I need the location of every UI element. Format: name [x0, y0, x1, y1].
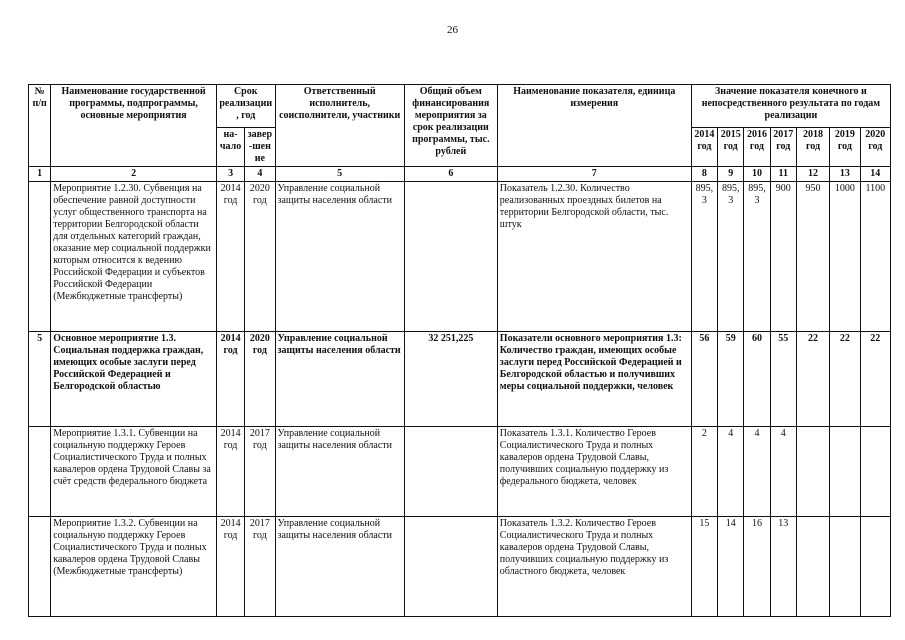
row-value: 13: [770, 517, 796, 617]
program-table: [28, 84, 891, 617]
row-value: 4: [718, 427, 744, 517]
row-name: Мероприятие 1.3.2. Субвенции на социальную поддержку Героев Социалистического Труда и полных кавалеров ордена Трудовой Славы (Межбюджетные трансферты): [51, 517, 217, 617]
row-value: 4: [770, 427, 796, 517]
row-start: 2014 год: [216, 517, 244, 617]
row-funding: 32 251,225: [404, 332, 497, 427]
row-value: 22: [830, 332, 860, 427]
row-value: 895,3: [744, 182, 770, 332]
row-start: 2014 год: [216, 427, 244, 517]
row-indicator: Показатели основного мероприятия 1.3: Количество граждан, имеющих особые заслуги перед Российской Федерацией и Белгородской областью и получивших меры социальной поддержки, человек: [497, 332, 691, 427]
row-value: 59: [718, 332, 744, 427]
col-number: 6: [404, 167, 497, 182]
row-value: [830, 427, 860, 517]
col-number: 7: [497, 167, 691, 182]
col-number: 10: [744, 167, 770, 182]
header-row-1: [29, 85, 891, 128]
row-name: Мероприятие 1.3.1. Субвенции на социальную поддержку Героев Социалистического Труда и полных кавалеров ордена Трудовой Славы за счёт средств федерального бюджета: [51, 427, 217, 517]
row-start: 2014 год: [216, 332, 244, 427]
row-value: 950: [796, 182, 829, 332]
row-value: 15: [691, 517, 717, 617]
col-number: 8: [691, 167, 717, 182]
column-number-row: [29, 167, 891, 182]
header-funding: Общий объем финансирования мероприятия за срок реализации программы, тыс. рублей: [404, 85, 497, 167]
row-value: [796, 517, 829, 617]
row-value: [860, 427, 890, 517]
row-value: [860, 517, 890, 617]
row-responsible: Управление социальной защиты населения области: [275, 427, 404, 517]
row-end: 2017 год: [245, 427, 275, 517]
row-value: 14: [718, 517, 744, 617]
row-num: 5: [29, 332, 51, 427]
row-value: [796, 427, 829, 517]
row-funding: [404, 517, 497, 617]
header-responsible: Ответственный исполнитель, соисполнители, участники: [275, 85, 404, 167]
header-indicator: Наименование показателя, единица измерения: [497, 85, 691, 167]
row-indicator: Показатель 1.2.30. Количество реализованных проездных билетов на территории Белгородской области, тыс. штук: [497, 182, 691, 332]
row-value: 56: [691, 332, 717, 427]
header-term-end: завер-шение: [245, 128, 275, 167]
row-value: 22: [796, 332, 829, 427]
row-name: Основное мероприятие 1.3. Социальная поддержка граждан, имеющих особые заслуги перед Российской Федерацией и Белгородской областью: [51, 332, 217, 427]
header-values: Значение показателя конечного и непосредственного результата по годам реализации: [691, 85, 890, 128]
col-number: 12: [796, 167, 829, 182]
row-name: Мероприятие 1.2.30. Субвенция на обеспечение равной доступности услуг общественного транспорта на территории Белгородской области для отдельных категорий граждан, оказание мер социальной поддержки которым относится к ведению Российской Федерации и субъектов Российской Федерации (Межбюджетные трансферты): [51, 182, 217, 332]
col-number: 2: [51, 167, 217, 182]
row-start: 2014 год: [216, 182, 244, 332]
col-number: 4: [245, 167, 275, 182]
row-num: [29, 517, 51, 617]
page-number: 26: [447, 24, 458, 36]
header-year: 2018 год: [796, 128, 829, 167]
col-number: 1: [29, 167, 51, 182]
header-year: 2015 год: [718, 128, 744, 167]
row-value: 895,3: [718, 182, 744, 332]
table-row: [29, 182, 891, 332]
col-number: 11: [770, 167, 796, 182]
header-term-start: на-чало: [216, 128, 244, 167]
row-num: [29, 182, 51, 332]
row-responsible: Управление социальной защиты населения области: [275, 517, 404, 617]
header-term: Срок реализации, год: [216, 85, 275, 128]
row-end: 2020 год: [245, 332, 275, 427]
col-number: 5: [275, 167, 404, 182]
header-year: 2014 год: [691, 128, 717, 167]
row-value: 1000: [830, 182, 860, 332]
col-number: 9: [718, 167, 744, 182]
row-num: [29, 427, 51, 517]
row-value: 60: [744, 332, 770, 427]
col-number: 3: [216, 167, 244, 182]
row-value: 4: [744, 427, 770, 517]
row-value: 895,3: [691, 182, 717, 332]
row-responsible: Управление социальной защиты населения области: [275, 182, 404, 332]
header-num: № п/п: [29, 85, 51, 167]
row-indicator: Показатель 1.3.1. Количество Героев Социалистического Труда и полных кавалеров ордена Трудовой Славы, получивших социальную поддержку из федерального бюджета, человек: [497, 427, 691, 517]
table-row: [29, 332, 891, 427]
row-value: 900: [770, 182, 796, 332]
row-value: [830, 517, 860, 617]
row-value: 22: [860, 332, 890, 427]
header-year: 2017 год: [770, 128, 796, 167]
col-number: 13: [830, 167, 860, 182]
header-name: Наименование государственной программы, подпрограммы, основные мероприятия: [51, 85, 217, 167]
header-year: 2019 год: [830, 128, 860, 167]
row-end: 2020 год: [245, 182, 275, 332]
row-end: 2017 год: [245, 517, 275, 617]
table-row: [29, 517, 891, 617]
row-funding: [404, 427, 497, 517]
header-year: 2016 год: [744, 128, 770, 167]
row-value: 55: [770, 332, 796, 427]
row-value: 16: [744, 517, 770, 617]
row-value: 1100: [860, 182, 890, 332]
row-funding: [404, 182, 497, 332]
row-value: 2: [691, 427, 717, 517]
col-number: 14: [860, 167, 890, 182]
row-indicator: Показатель 1.3.2. Количество Героев Социалистического Труда и полных кавалеров ордена Трудовой Славы, получивших социальную поддержку из областного бюджета, человек: [497, 517, 691, 617]
header-year: 2020 год: [860, 128, 890, 167]
row-responsible: Управление социальной защиты населения области: [275, 332, 404, 427]
table-row: [29, 427, 891, 517]
